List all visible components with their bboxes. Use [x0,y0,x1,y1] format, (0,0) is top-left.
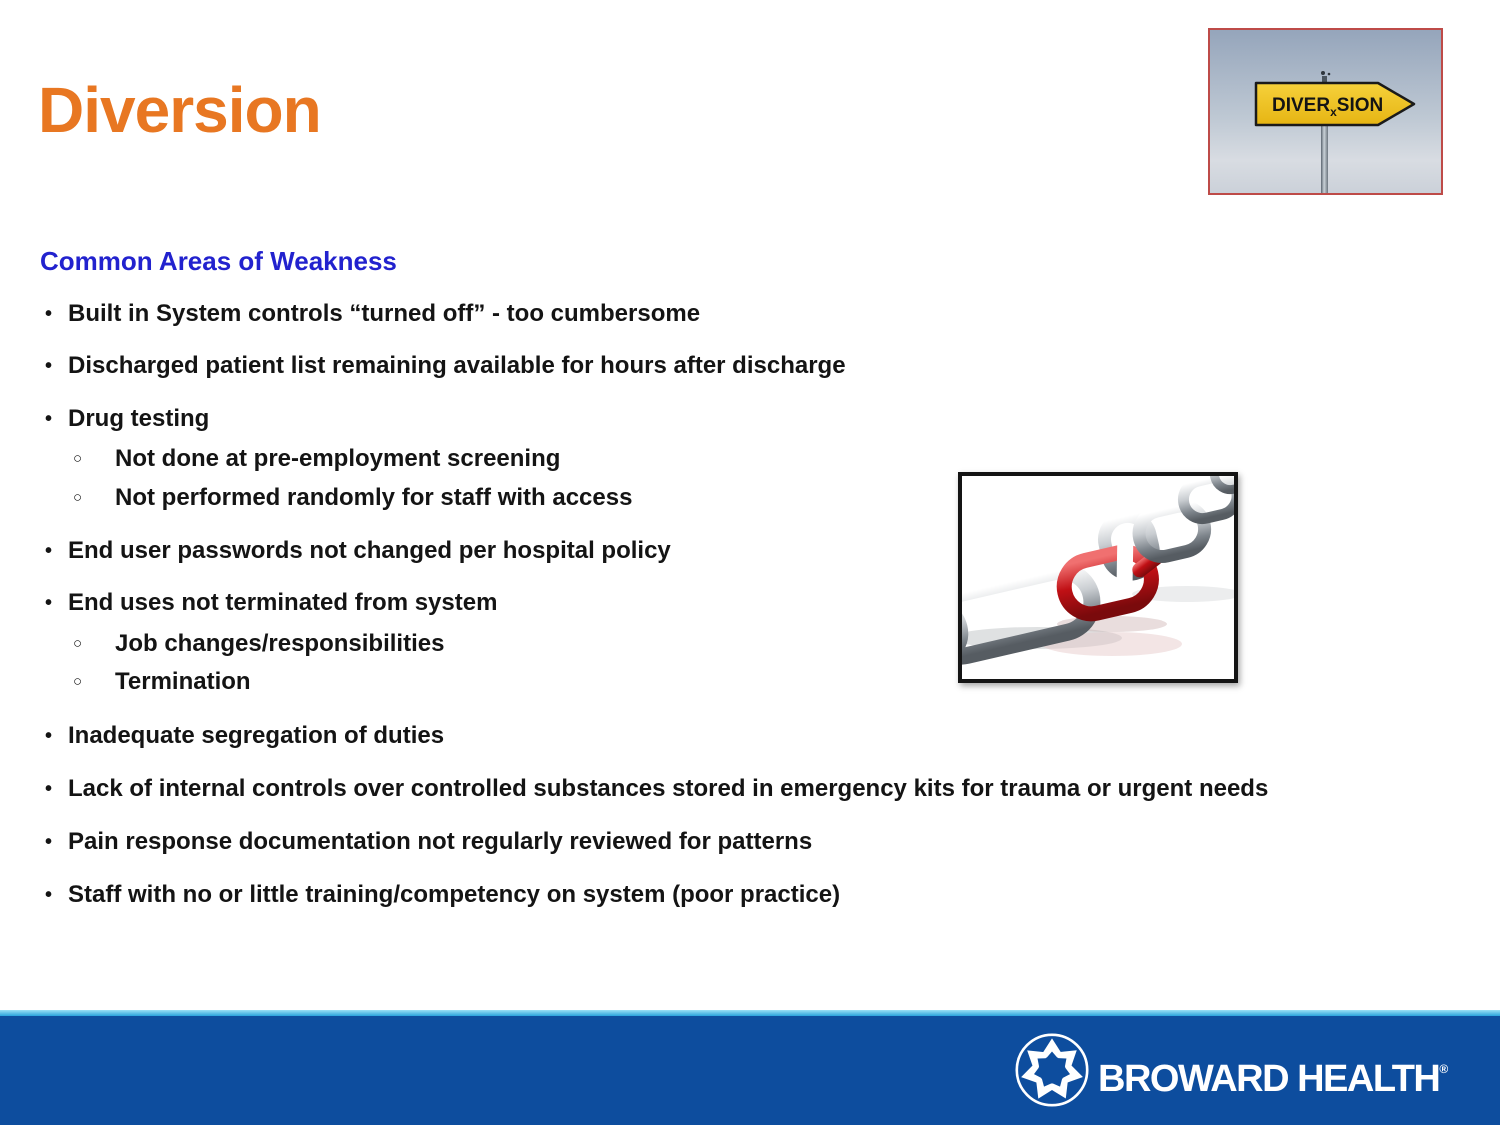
list-item-text: Job changes/responsibilities [115,630,445,657]
list-item [40,353,1472,379]
sign-pole [1321,122,1328,193]
list-item-text: Staff with no or little training/competency on system (poor practice) [68,881,841,908]
list-item-text: End user passwords not changed per hospital policy [68,537,671,564]
bullet-icon: • [45,303,53,325]
bullet-icon: • [45,725,53,747]
list-item-text: Lack of internal controls over controlled substances stored in emergency kits for trauma or urgent needs [68,775,1269,802]
list-item-text: Drug testing [68,405,210,432]
list-item-text: Built in System controls “turned off” - too cumbersome [68,300,701,327]
list-item [40,538,1472,564]
list-sub-item [40,485,1472,511]
bullet-list [40,301,1472,908]
broken-chain-graphic [962,476,1234,679]
page-title: Diversion [38,74,321,146]
break-gap [1117,535,1134,583]
circle-bullet-icon: ○ [73,673,83,690]
pole-top-dot [1321,71,1325,75]
list-item [40,590,1472,616]
list-sub-item [40,446,1472,472]
bullet-icon: • [45,408,53,430]
signpost-graphic [1210,30,1441,193]
list-item [40,723,1472,749]
diversion-signpost-image [1208,28,1443,195]
circle-bullet-icon: ○ [73,635,83,652]
list-item-text: Inadequate segregation of duties [68,722,445,749]
circle-bullet-icon: ○ [73,450,83,467]
bullet-icon: • [45,884,53,906]
sign-text: $DIVER_xSION$ [1272,95,1384,119]
bullet-icon: • [45,540,53,562]
list-item-text: End uses not terminated from system [68,589,498,616]
section-heading: Common Areas of Weakness [40,246,397,276]
list-item-text: Not performed randomly for staff with access [115,484,633,511]
bullet-icon: • [45,831,53,853]
list-sub-item [40,669,1472,695]
circle-bullet-icon: ○ [73,489,83,506]
bullet-icon: • [45,778,53,800]
registered-mark: ® [1439,1062,1449,1076]
list-item [40,301,1472,327]
list-item [40,829,1472,855]
list-sub-item [40,631,1472,657]
list-item-text: Discharged patient list remaining available for hours after discharge [68,352,846,379]
broward-health-logo-icon [1008,1026,1096,1114]
list-item-text: Pain response documentation not regularly reviewed for patterns [68,828,813,855]
list-item [40,406,1472,432]
bullet-icon: • [45,355,53,377]
brand-wordmark [1098,1050,1448,1098]
bullet-icon: • [45,592,53,614]
list-item-text: Not done at pre-employment screening [115,445,561,472]
pole-top-dot [1328,73,1331,76]
brand-name: BROWARD HEALTH [1098,1058,1440,1100]
list-item [40,882,1472,908]
list-item-text: Termination [115,668,251,695]
broken-chain-image [958,472,1238,683]
list-item [40,776,1472,802]
